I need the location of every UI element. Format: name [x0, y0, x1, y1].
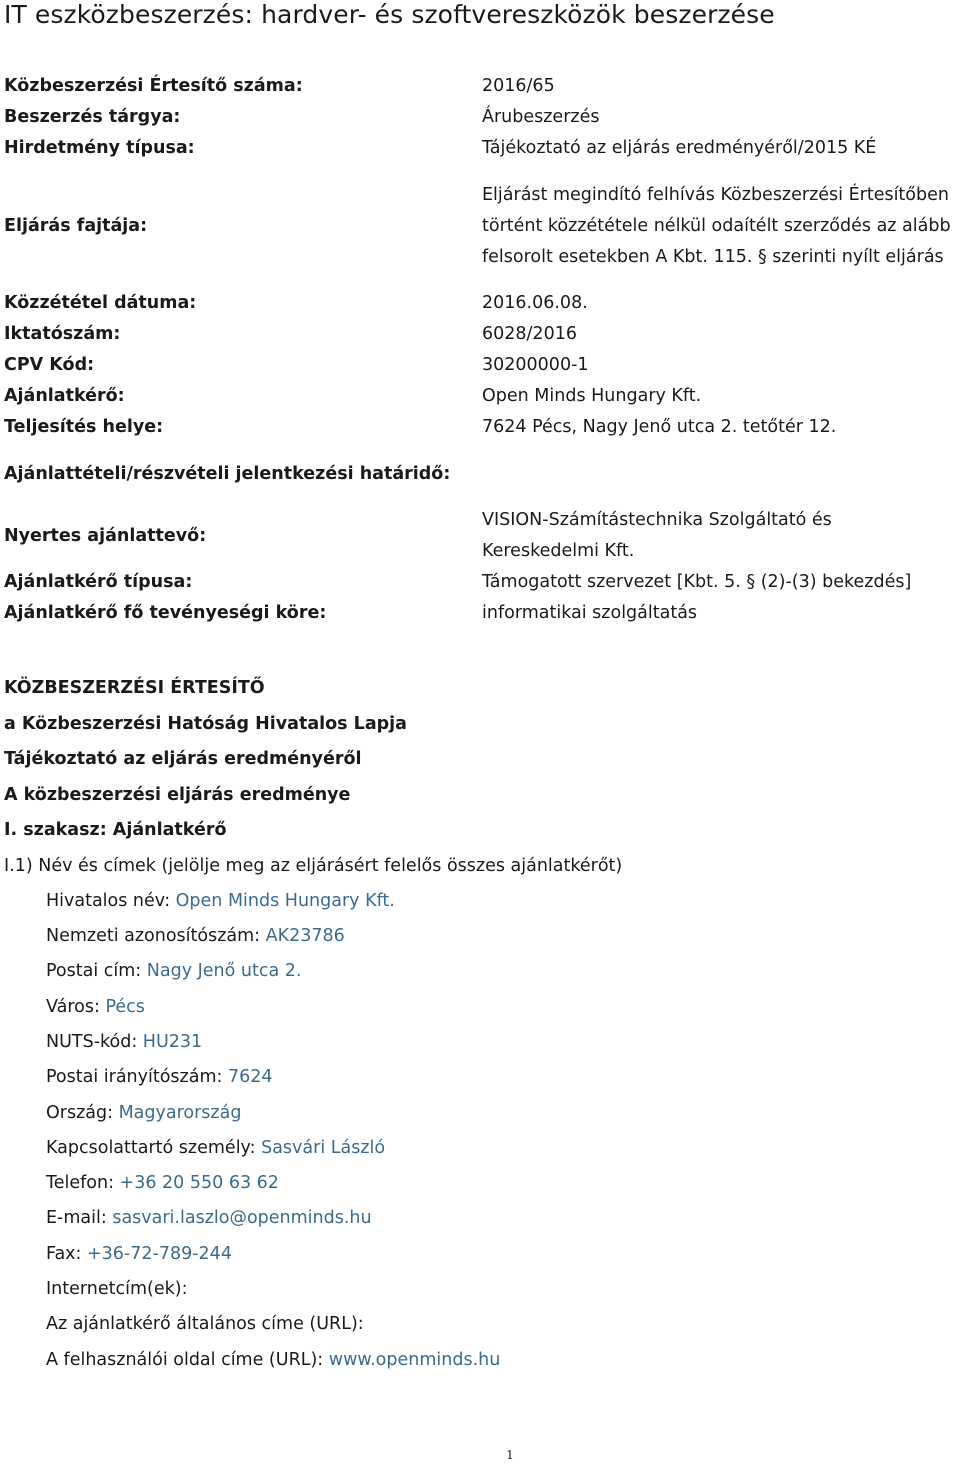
detail-value-email[interactable]: sasvari.laszlo@openminds.hu [112, 1208, 372, 1229]
detail-item [46, 919, 954, 954]
meta-value: 2016.06.08. [482, 293, 588, 313]
meta-value: 2016/65 [482, 76, 555, 96]
section-heading: a Közbeszerzési Hatóság Hivatalos Lapja [4, 713, 407, 734]
section-subheading: I.1) Név és címek (jelölje meg az eljárásért felelős összes ajánlatkérőt) [4, 855, 623, 876]
detail-item [46, 1237, 954, 1272]
meta-label: Közbeszerzési Értesítő száma: [4, 76, 303, 96]
detail-label: NUTS-kód: [46, 1031, 143, 1052]
meta-label: Beszerzés tárgya: [4, 107, 181, 127]
meta-value: 30200000-1 [482, 355, 589, 375]
detail-value: +36 20 550 63 62 [119, 1173, 279, 1194]
detail-item [46, 954, 954, 989]
section-heading: Tájékoztató az eljárás eredményéről [4, 749, 362, 769]
section-heading: I. szakasz: Ajánlatkérő [4, 820, 227, 840]
meta-value: Árubeszerzés [482, 107, 600, 127]
detail-label: Város: [46, 996, 106, 1017]
meta-row [4, 164, 960, 288]
detail-list [4, 884, 954, 1378]
detail-value: Open Minds Hungary Kft. [175, 890, 395, 911]
detail-item [46, 1201, 954, 1236]
meta-value: 6028/2016 [482, 324, 577, 344]
detail-item [46, 1272, 954, 1307]
detail-value: Pécs [105, 996, 145, 1017]
detail-value: Nagy Jenő utca 2. [146, 961, 302, 982]
meta-row [4, 319, 960, 350]
meta-label: Teljesítés helye: [4, 417, 164, 437]
meta-label: Eljárás fajtája: [4, 215, 148, 236]
meta-label: Nyertes ajánlattevő: [4, 525, 207, 546]
detail-value-url[interactable]: www.openminds.hu [328, 1349, 501, 1370]
notice-section [4, 671, 954, 1378]
meta-row [4, 381, 960, 412]
page-number: 1 [506, 1448, 514, 1462]
detail-item [46, 1096, 954, 1131]
meta-row [4, 443, 960, 505]
detail-label: Kapcsolattartó személy: [46, 1137, 262, 1158]
detail-item [46, 1166, 954, 1201]
meta-row [4, 412, 960, 443]
detail-label: Hivatalos név: [46, 890, 176, 911]
meta-label: Ajánlatkérő: [4, 386, 125, 406]
detail-label: Telefon: [46, 1173, 120, 1194]
detail-value: HU231 [142, 1031, 203, 1052]
meta-row [4, 133, 960, 164]
detail-label: Nemzeti azonosítószám: [46, 926, 266, 947]
detail-label: E-mail: [46, 1208, 113, 1229]
meta-value: 7624 Pécs, Nagy Jenő utca 2. tetőtér 12. [482, 417, 837, 437]
document-title: IT eszközbeszerzés: hardver- és szoftvereszközök beszerzése [4, 0, 775, 29]
meta-value: Eljárást megindító felhívás Közbeszerzési Értesítőben történt közzététele nélkül odaítélt szerződés az alább felsorolt esetekben A Kbt. 115. § szerinti nyílt eljárás [482, 184, 951, 267]
meta-value: Open Minds Hungary Kft. [482, 386, 702, 406]
detail-item [46, 1131, 954, 1166]
detail-label: Postai cím: [46, 961, 147, 982]
meta-value: VISION-Számítástechnika Szolgáltató és Kereskedelmi Kft. [482, 510, 832, 561]
detail-item [46, 1343, 954, 1378]
detail-label: A felhasználói oldal címe (URL): [46, 1349, 329, 1370]
meta-label: Ajánlatkérő fő tevényeségi köre: [4, 603, 327, 623]
detail-item [46, 884, 954, 919]
detail-value: +36-72-789-244 [87, 1243, 232, 1264]
meta-label: Közzététel dátuma: [4, 293, 197, 313]
meta-value: informatikai szolgáltatás [482, 603, 698, 623]
detail-value: Magyarország [118, 1102, 242, 1123]
meta-label: Iktatószám: [4, 324, 121, 344]
meta-value: Támogatott szervezet [Kbt. 5. § (2)-(3) bekezdés] [482, 572, 912, 592]
detail-label: Az ajánlatkérő általános címe (URL): [46, 1314, 364, 1335]
detail-label: Fax: [46, 1243, 87, 1264]
meta-value: Tájékoztató az eljárás eredményéről/2015 KÉ [482, 138, 877, 158]
meta-row [4, 102, 960, 133]
detail-item [46, 1060, 954, 1095]
detail-item [46, 990, 954, 1025]
detail-item [46, 1307, 954, 1342]
meta-label: CPV Kód: [4, 355, 95, 375]
meta-table [4, 71, 960, 629]
section-heading: KÖZBESZERZÉSI ÉRTESÍTŐ [4, 678, 265, 698]
detail-value: Sasvári László [261, 1137, 386, 1158]
section-heading: A közbeszerzési eljárás eredménye [4, 784, 351, 805]
meta-row [4, 567, 960, 598]
meta-label: Ajánlattételi/részvételi jelentkezési határidő: [4, 463, 451, 484]
detail-label: Internetcím(ek): [46, 1279, 188, 1300]
detail-label: Postai irányítószám: [46, 1067, 228, 1088]
detail-label: Ország: [46, 1102, 119, 1123]
meta-label: Ajánlatkérő típusa: [4, 572, 193, 592]
detail-item [46, 1025, 954, 1060]
detail-value: AK23786 [265, 926, 345, 947]
detail-value: 7624 [227, 1067, 273, 1088]
meta-label: Hirdetmény típusa: [4, 138, 195, 158]
meta-row [4, 598, 960, 629]
meta-row [4, 350, 960, 381]
meta-row [4, 71, 960, 102]
meta-row [4, 505, 960, 567]
meta-row [4, 288, 960, 319]
